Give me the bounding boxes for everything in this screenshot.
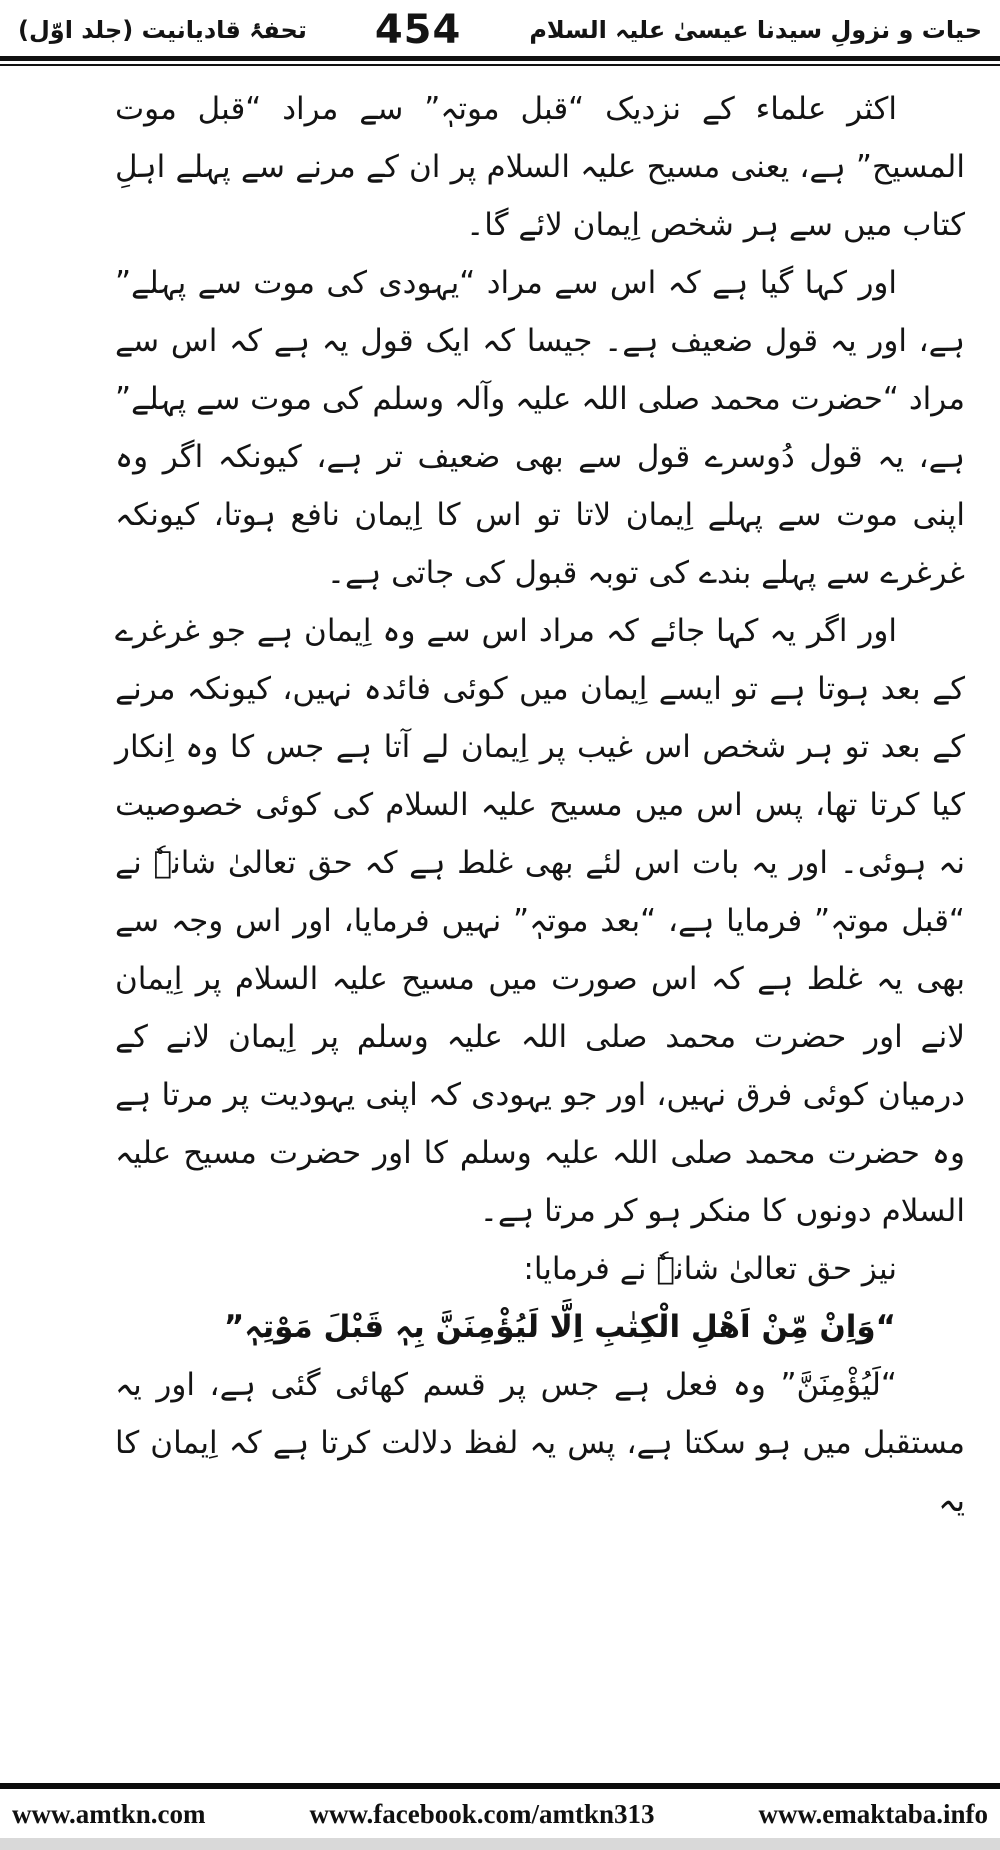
paragraph: اور کہا گیا ہے کہ اس سے مراد “یہودی کی موت سے پہلے” ہے، اور یہ قول ضعیف ہے۔ جیسا کہ ایک قول یہ ہے کہ اس سے مراد “حضرت محمد صلی اللہ علیہ وآلہ وسلم کی موت سے پہلے” ہے، یہ قول دُوسرے قول سے بھی ضعیف تر ہے، کیونکہ اگر وہ اپنی موت سے پہلے اِیمان لاتا تو اس کا اِیمان نافع ہوتا، کیونکہ غرغرے سے پہلے بندے کی توبہ قبول کی جاتی ہے۔ <box>115 265 965 591</box>
footer-link-amtkn: www.amtkn.com <box>12 1799 206 1829</box>
header-book-title: تحفۂ قادیانیت (جلد اوّل) <box>18 16 307 44</box>
paragraph: اور اگر یہ کہا جائے کہ مراد اس سے وہ اِیمان ہے جو غرغرے کے بعد ہوتا ہے تو ایسے اِیمان میں کوئی فائدہ نہیں، کیونکہ مرنے کے بعد تو ہر شخص اس غیب پر اِیمان لے آتا ہے جس کا وہ اِنکار کیا کرتا تھا، پس اس میں مسیح علیہ السلام کی کوئی خصوصیت نہ ہوئی۔ اور یہ بات اس لئے بھی غلط ہے کہ حق تعالیٰ شانہٗ نے “قبل موتہٖ” فرمایا ہے، “بعد موتہٖ” نہیں فرمایا، اور اس وجہ سے بھی یہ غلط ہے کہ اس صورت میں مسیح علیہ السلام پر اِیمان لانے اور حضرت محمد صلی اللہ علیہ وسلم پر اِیمان لانے کے درمیان کوئی فرق نہیں، اور جو یہودی کہ اپنی یہودیت پر مرتا ہے وہ حضرت محمد صلی اللہ علیہ وسلم کا اور حضرت مسیح علیہ السلام دونوں کا منکر ہو کر مرتا ہے۔ <box>115 613 965 1229</box>
page-body <box>0 66 1000 1530</box>
header-chapter-title: حیات و نزولِ سیدنا عیسیٰ علیہ السلام <box>529 16 982 44</box>
footer-link-facebook: www.facebook.com/amtkn313 <box>309 1799 655 1829</box>
footer-link-emaktaba: www.emaktaba.info <box>758 1799 988 1829</box>
page-header <box>0 0 1000 53</box>
paragraph: “لَیُؤْمِنَنَّ” وہ فعل ہے جس پر قسم کھائی گئی ہے، اور یہ مستقبل میں ہو سکتا ہے، پس یہ لفظ دلالت کرتا ہے کہ اِیمان کا یہ <box>115 1367 965 1519</box>
paragraph: اکثر علماء کے نزدیک “قبل موتہٖ” سے مراد “قبل موت المسیح” ہے، یعنی مسیح علیہ السلام پر ان کے مرنے سے پہلے اہلِ کتاب میں سے ہر شخص اِیمان لائے گا۔ <box>115 91 965 243</box>
quran-verse: “وَاِنْ مِّنْ اَھْلِ الْکِتٰبِ اِلَّا لَیُؤْمِنَنَّ بِہٖ قَبْلَ مَوْتِہٖ” <box>223 1309 897 1345</box>
footer-bottom-strip <box>0 1838 1000 1850</box>
header-divider <box>0 56 1000 66</box>
page-number: 454 <box>374 7 462 53</box>
footer-links <box>0 1789 1000 1838</box>
page-footer <box>0 1783 1000 1850</box>
paragraph: نیز حق تعالیٰ شانہٗ نے فرمایا: <box>523 1251 897 1287</box>
